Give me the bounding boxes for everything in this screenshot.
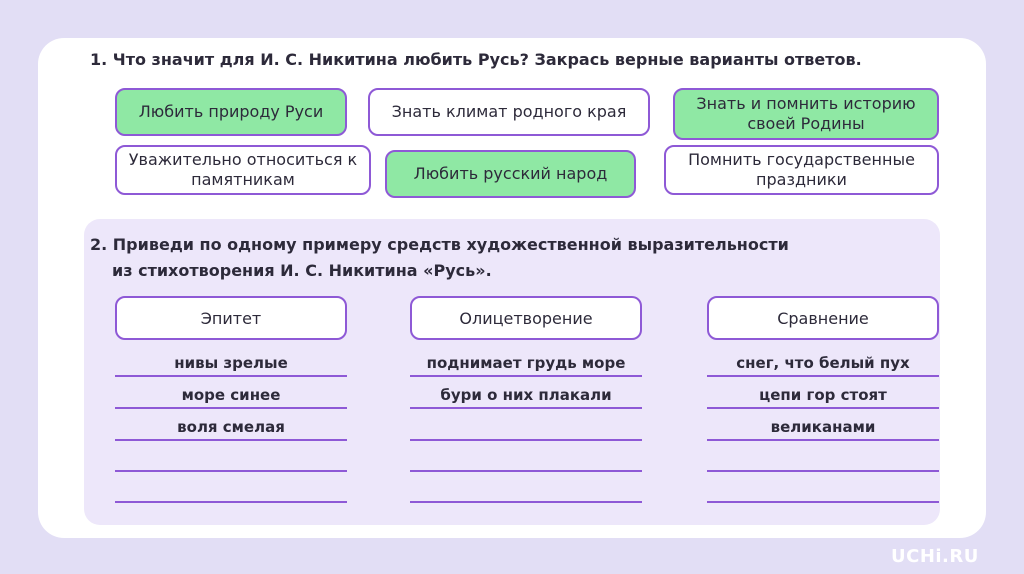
option-nature[interactable]	[115, 88, 347, 136]
category-label: Олицетворение	[459, 308, 593, 328]
option-label: Знать климат родного края	[391, 102, 627, 121]
option-label: Знать и помнить историю своей Родины	[696, 94, 916, 133]
task2-question-line2: из стихотворения И. С. Никитина «Русь».	[112, 261, 492, 280]
category-label: Сравнение	[777, 308, 869, 328]
option-climate[interactable]	[368, 88, 650, 136]
option-history[interactable]	[673, 88, 939, 140]
option-label: Любить русский народ	[413, 164, 608, 183]
answer-line[interactable]	[115, 479, 347, 503]
option-people[interactable]	[385, 150, 636, 198]
answer-line[interactable]	[410, 479, 642, 503]
category-comparison	[707, 296, 939, 340]
category-personification	[410, 296, 642, 340]
answer-line[interactable]: поднимает грудь море	[410, 353, 642, 377]
task1-question: 1. Что значит для И. С. Никитина любить Русь? Закрась верные варианты ответов.	[90, 50, 862, 69]
answer-line[interactable]	[707, 448, 939, 472]
answer-line[interactable]	[707, 479, 939, 503]
task2-question-line1: 2. Приведи по одному примеру средств художественной выразительности	[90, 235, 789, 254]
answer-line[interactable]: воля смелая	[115, 417, 347, 441]
category-label: Эпитет	[200, 308, 262, 328]
answer-line[interactable]: снег, что белый пух	[707, 353, 939, 377]
answer-line[interactable]: бури о них плакали	[410, 385, 642, 409]
task2-question	[90, 232, 890, 284]
answer-line[interactable]	[115, 448, 347, 472]
answer-line[interactable]: море синее	[115, 385, 347, 409]
option-holidays[interactable]	[664, 145, 939, 195]
uchi-logo: UCHi.RU	[891, 546, 979, 567]
category-epithet	[115, 296, 347, 340]
answer-line[interactable]	[410, 448, 642, 472]
answer-line[interactable]	[410, 417, 642, 441]
answer-line[interactable]: великанами	[707, 417, 939, 441]
option-monuments[interactable]	[115, 145, 371, 195]
answer-line[interactable]: нивы зрелые	[115, 353, 347, 377]
option-label: Помнить государственные праздники	[688, 150, 915, 189]
option-label: Любить природу Руси	[138, 102, 324, 121]
answer-line[interactable]: цепи гор стоят	[707, 385, 939, 409]
option-label: Уважительно относиться к памятникам	[128, 150, 358, 189]
